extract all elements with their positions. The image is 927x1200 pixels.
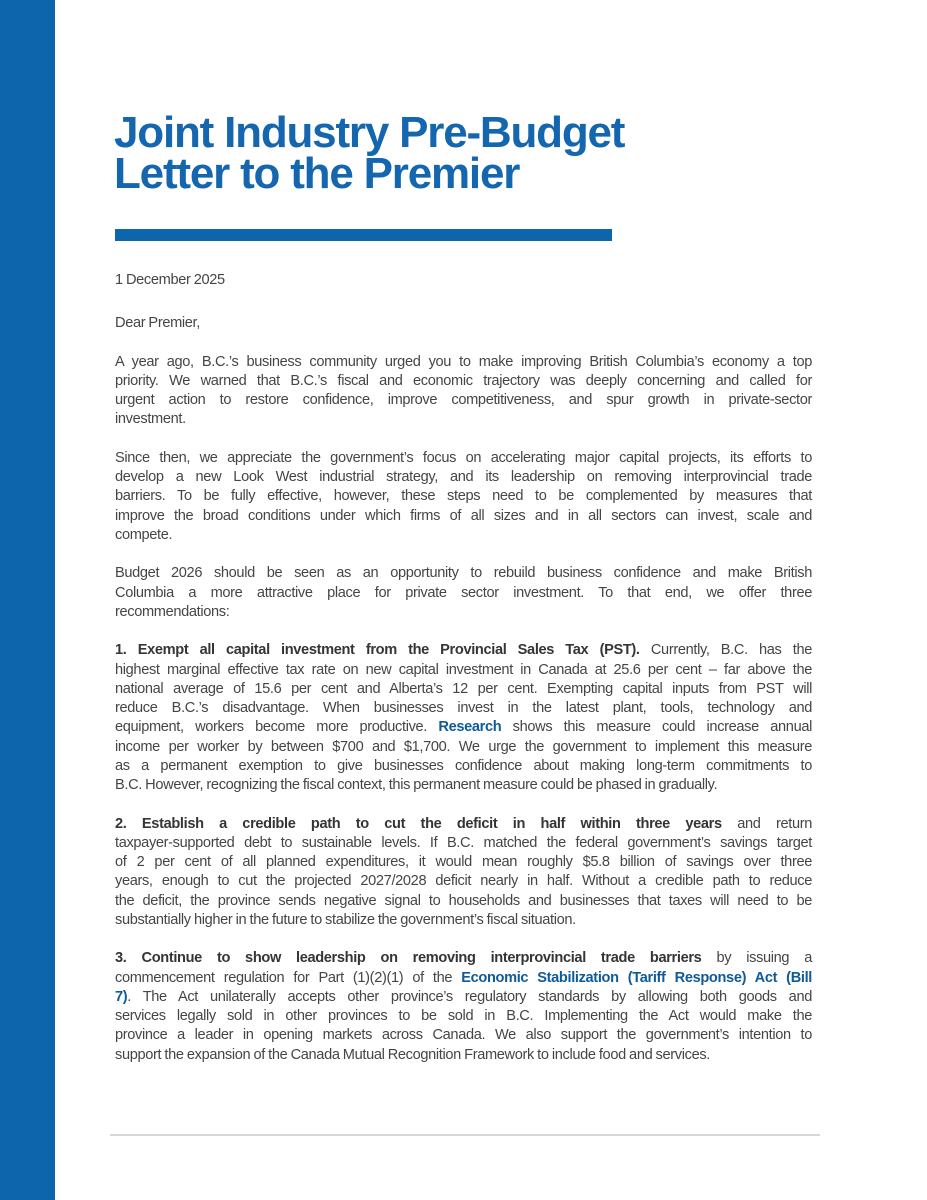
text-line bbox=[115, 815, 812, 834]
text-line: national average of 15.6 per cent and Alberta’s 12 per cent. Exempting capital inputs from PST will bbox=[115, 680, 812, 697]
text-line: improve the broad conditions under which firms of all sizes and in all sectors can invest, scale and bbox=[115, 507, 812, 524]
left-brand-bar bbox=[0, 0, 55, 1200]
text-fragment: commencement regulation for Part (1)(2)(1) of the bbox=[115, 969, 462, 986]
title-underline-rule bbox=[115, 229, 612, 241]
text-line: recommendations: bbox=[115, 603, 230, 620]
text-line: of 2 per cent of all planned expenditures, it would mean roughly $5.8 billion of savings over three bbox=[115, 854, 812, 870]
economic-stabilization-act-link-continued[interactable]: 7) bbox=[115, 988, 128, 1005]
text-line bbox=[115, 718, 812, 737]
text-line: Budget 2026 should be seen as an opportunity to rebuild business confidence and make British bbox=[115, 565, 812, 582]
letter-greeting: Dear Premier, bbox=[115, 315, 200, 332]
text-line: Columbia a more attractive place for private sector investment. To that end, we offer three bbox=[115, 584, 812, 601]
text-line: income per worker by between $700 and $1,700. We urge the government to implement this measure bbox=[115, 738, 812, 755]
text-line: investment. bbox=[115, 411, 186, 428]
title-line-2: Letter to the Premier bbox=[114, 149, 520, 198]
text-line: as a permanent exemption to give businesses confidence about making long-term commitments to bbox=[115, 757, 812, 774]
text-line: the deficit, the province sends negative signal to households and businesses that taxes will need to be bbox=[115, 892, 812, 909]
text-line: support the expansion of the Canada Mutual Recognition Framework to include food and services. bbox=[115, 1046, 710, 1063]
title-line-1: Joint Industry Pre-Budget bbox=[114, 108, 625, 157]
text-fragment: equipment, workers become more productive. bbox=[115, 719, 439, 736]
text-line: barriers. To be fully effective, however, these steps need to be complemented by measures that bbox=[115, 488, 812, 505]
recommendation-1 bbox=[115, 641, 812, 795]
text-fragment: by issuing a bbox=[701, 950, 812, 967]
page-title bbox=[114, 108, 625, 198]
text-fragment: Currently, B.C. has the bbox=[639, 642, 812, 659]
text-line: taxpayer-supported debt to sustainable levels. If B.C. matched the federal government’s savings target bbox=[115, 834, 812, 851]
paragraph-budget bbox=[115, 564, 812, 622]
text-line: reduce B.C.’s disadvantage. When businesses invest in the latest plant, tools, technology and bbox=[115, 700, 812, 716]
paragraph-intro bbox=[115, 353, 812, 430]
recommendation-1-heading: 1. Exempt all capital investment from the Provincial Sales Tax (PST). bbox=[115, 642, 640, 659]
paragraph-context bbox=[115, 449, 812, 545]
text-line: years, enough to cut the projected 2027/2028 deficit nearly in half. Without a credible path to reduce bbox=[115, 873, 812, 890]
text-fragment: . The Act unilaterally accepts other province’s regulatory standards by allowing both goods and bbox=[127, 988, 812, 1005]
text-line: A year ago, B.C.’s business community urged you to make improving British Columbia’s economy a top bbox=[115, 353, 812, 370]
letter-date: 1 December 2025 bbox=[115, 272, 225, 288]
text-line: compete. bbox=[115, 526, 173, 543]
text-line bbox=[115, 988, 812, 1007]
text-line bbox=[115, 949, 812, 968]
text-line: province a leader in opening markets across Canada. We also support the government’s intention to bbox=[115, 1027, 812, 1044]
recommendation-2-heading: 2. Establish a credible path to cut the deficit in half within three years bbox=[115, 815, 722, 832]
text-line bbox=[115, 969, 812, 988]
footer-divider bbox=[110, 1134, 820, 1136]
text-fragment: shows this measure could increase annual bbox=[501, 719, 812, 736]
letter-body bbox=[115, 271, 812, 1084]
research-link[interactable]: Research bbox=[438, 719, 502, 736]
text-line: services legally sold in other provinces to be sold in B.C. Implementing the Act would make the bbox=[115, 1008, 812, 1024]
text-line: substantially higher in the future to stabilize the government’s fiscal situation. bbox=[115, 911, 576, 928]
text-line: B.C. However, recognizing the fiscal context, this permanent measure could be phased in gradually. bbox=[115, 777, 718, 793]
text-line: Since then, we appreciate the government’s focus on accelerating major capital projects, its efforts to bbox=[115, 449, 812, 466]
recommendation-2 bbox=[115, 815, 812, 931]
economic-stabilization-act-link[interactable]: Economic Stabilization (Tariff Response) Act (Bill bbox=[461, 969, 812, 986]
recommendation-3-heading: 3. Continue to show leadership on removing interprovincial trade barriers bbox=[115, 950, 702, 967]
text-line: priority. We warned that B.C.’s fiscal and economic trajectory was deeply concerning and called for bbox=[115, 372, 812, 389]
text-line: develop a new Look West industrial strategy, and its leadership on removing interprovincial trade bbox=[115, 469, 812, 485]
text-fragment: and return bbox=[721, 815, 812, 832]
recommendation-3 bbox=[115, 949, 812, 1065]
text-line: urgent action to restore confidence, improve competitiveness, and spur growth in private-sector bbox=[115, 392, 812, 408]
text-line bbox=[115, 641, 812, 660]
text-line: highest marginal effective tax rate on new capital investment in Canada at 25.6 per cent – far above the bbox=[115, 661, 812, 678]
